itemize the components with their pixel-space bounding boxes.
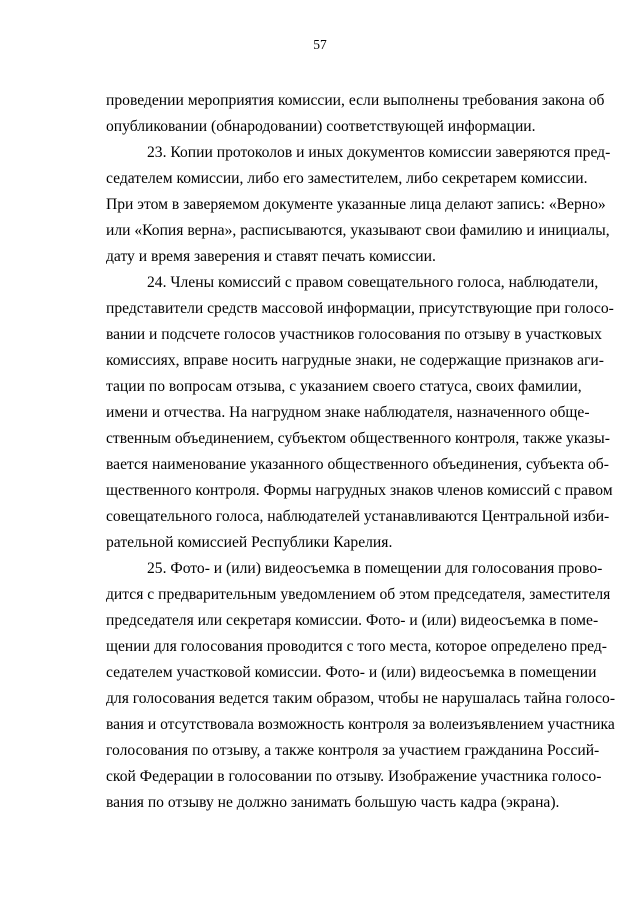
text-line: совещательного голоса, наблюдателей устанавливаются Центральной изби- — [106, 508, 610, 525]
paragraph-continuation — [106, 88, 605, 140]
text-line: вания по отзыву не должно занимать большую часть кадра (экрана). — [106, 794, 560, 811]
text-line: щении для голосования проводится с того места, которое определено пред- — [106, 638, 607, 655]
text-line: 23. Копии протоколов и иных документов комиссии заверяются пред- — [147, 144, 611, 161]
text-line: комиссиях, вправе носить нагрудные знаки, не содержащие признаков аги- — [106, 352, 604, 369]
paragraph-item-24 — [106, 270, 614, 556]
text-line: 25. Фото- и (или) видеосъемка в помещении для голосования прово- — [147, 560, 603, 577]
text-line: голосования по отзыву, а также контроля за участием гражданина Россий- — [106, 742, 600, 759]
page-number: 57 — [313, 37, 327, 52]
text-line: или «Копия верна», расписываются, указывают свои фамилию и инициалы, — [106, 222, 610, 239]
text-line: имени и отчества. На нагрудном знаке наблюдателя, назначенного обще- — [106, 404, 590, 421]
text-line: седателем участковой комиссии. Фото- и (или) видеосъемка в помещении — [106, 664, 597, 681]
text-line: председателя или секретаря комиссии. Фото- и (или) видеосъемка в поме- — [106, 612, 599, 629]
text-line: для голосования ведется таким образом, чтобы не нарушалась тайна голосо- — [106, 690, 616, 707]
text-line: опубликовании (обнародовании) соответствующей информации. — [106, 118, 536, 135]
text-line: При этом в заверяемом документе указанные лица делают запись: «Верно» — [106, 196, 606, 213]
text-line: 24. Члены комиссий с правом совещательного голоса, наблюдатели, — [147, 274, 599, 291]
document-body — [106, 88, 616, 816]
text-line: вается наименование указанного общественного объединения, субъекта об- — [106, 456, 609, 473]
text-line: вания и отсутствовала возможность контроля за волеизъявлением участника — [106, 716, 615, 733]
text-line: ской Федерации в голосовании по отзыву. Изображение участника голосо- — [106, 768, 602, 785]
text-line: проведении мероприятия комиссии, если выполнены требования закона об — [106, 92, 605, 109]
text-line: щественного контроля. Формы нагрудных знаков членов комиссий с правом — [106, 482, 613, 499]
text-line: представители средств массовой информации, присутствующие при голосо- — [106, 300, 614, 317]
text-line: дату и время заверения и ставят печать комиссии. — [106, 248, 436, 265]
paragraph-item-23 — [106, 140, 611, 270]
text-line: рательной комиссией Республики Карелия. — [106, 534, 393, 551]
text-line: тации по вопросам отзыва, с указанием своего статуса, своих фамилии, — [106, 378, 582, 395]
text-line: дится с предварительным уведомлением об этом председателя, заместителя — [106, 586, 611, 603]
text-line: ственным объединением, субъектом общественного контроля, также указы- — [106, 430, 610, 447]
text-line: вании и подсчете голосов участников голосования по отзыву в участковых — [106, 326, 602, 343]
paragraph-item-25 — [106, 556, 616, 816]
text-line: седателем комиссии, либо его заместителем, либо секретарем комиссии. — [106, 170, 588, 187]
